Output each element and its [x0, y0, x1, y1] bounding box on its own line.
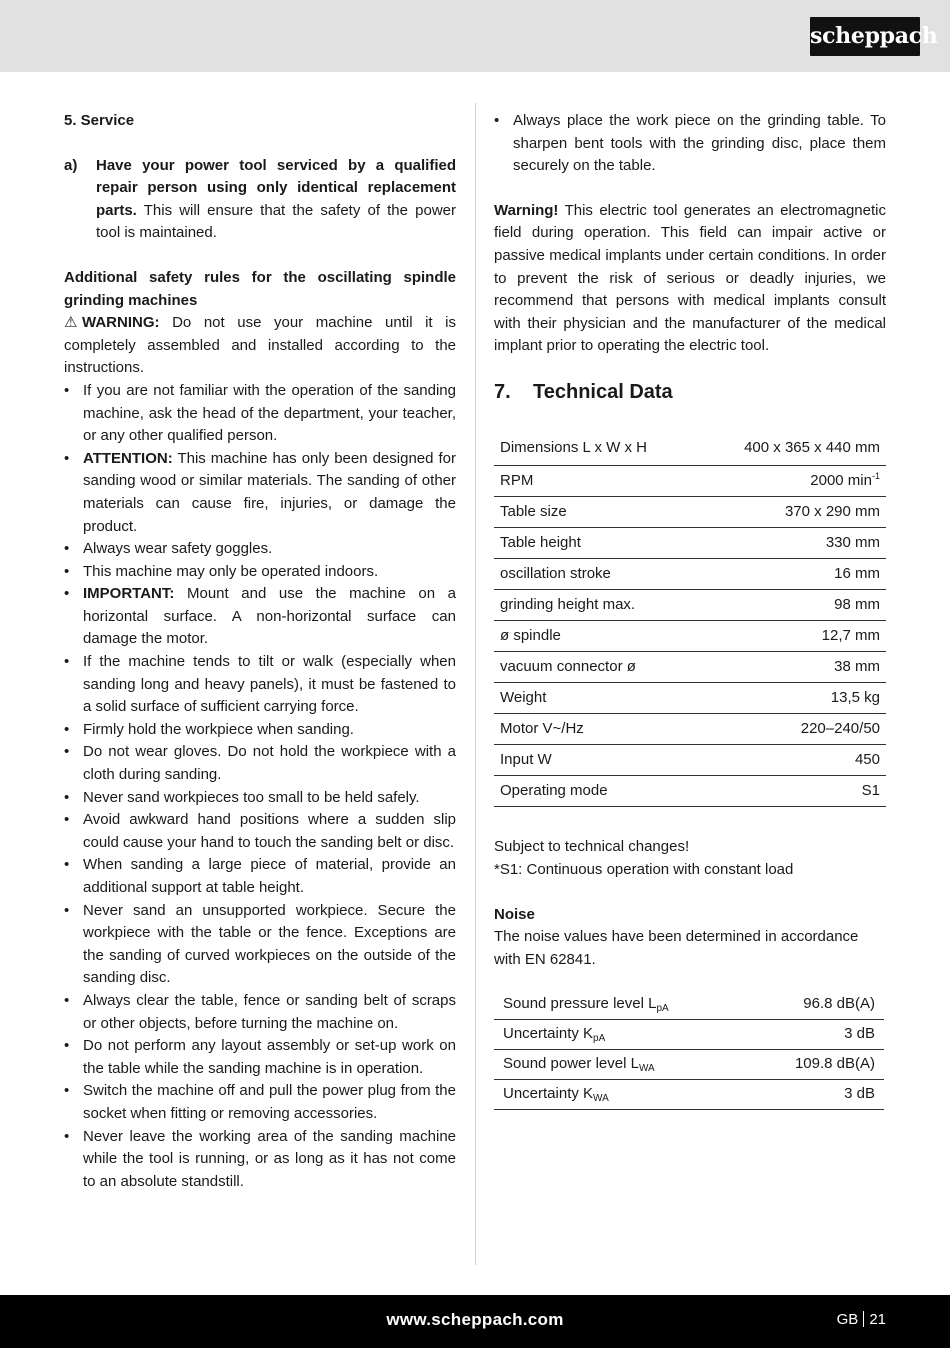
right-top-list	[494, 110, 886, 178]
spec-value-text: 38 mm	[834, 658, 880, 676]
list-item	[64, 380, 456, 448]
noise-label-sub: pA	[593, 1033, 606, 1045]
table-row	[494, 466, 886, 497]
list-item-text: Avoid awkward hand positions where a sudden slip could cause your hand to touch the sanding belt or disc.	[83, 811, 456, 851]
warning-triangle-icon: ⚠	[64, 314, 78, 332]
spec-label: vacuum connector ø	[494, 652, 697, 683]
service-item-rest: This will ensure that the safety of the power tool is maintained.	[96, 201, 456, 242]
table-row	[494, 652, 886, 683]
table-row	[494, 590, 886, 621]
table-row	[494, 776, 886, 807]
noise-table	[494, 989, 884, 1110]
list-item	[64, 1126, 456, 1194]
service-item-text	[96, 155, 456, 245]
technical-data-title: Technical Data	[533, 380, 673, 403]
list-item	[64, 990, 456, 1035]
technical-data-table	[494, 431, 886, 808]
s1-note: *S1: Continuous operation with constant load	[494, 861, 794, 879]
list-item-text: Never leave the working area of the sanding machine while the tool is running, or as long as it has not come to an absolute standstill.	[83, 1127, 456, 1190]
page-header	[0, 0, 950, 72]
noise-label-text: Uncertainty K	[503, 1025, 594, 1043]
page-number	[837, 1311, 886, 1328]
spec-value-text: 400 x 365 x 440 mm	[744, 438, 880, 456]
list-item-text: Do not wear gloves. Do not hold the workpiece with a cloth during sanding.	[83, 743, 456, 784]
right-column	[494, 110, 886, 1110]
list-item-text: Do not perform any layout assembly or set-up work on the table while the sanding machine is in operation.	[83, 1037, 456, 1077]
scheppach-logo: scheppach	[810, 17, 920, 56]
spec-value-text: 370 x 290 mm	[784, 503, 880, 521]
noise-label	[494, 1049, 748, 1079]
list-item	[64, 448, 456, 538]
table-row	[494, 497, 886, 528]
spec-value-text: 220–240/50	[800, 720, 880, 738]
table-row	[494, 1079, 884, 1109]
spec-value	[697, 528, 886, 559]
warning-text: Do not use your machine until it is completely assembled and installed according to the instructions.	[64, 314, 456, 377]
noise-label-text: Uncertainty K	[503, 1085, 594, 1103]
list-item-text: This machine may only be operated indoors.	[83, 562, 379, 580]
service-item-bold: Have your power tool serviced by a qualified repair person using only identical replacement parts.	[96, 156, 456, 219]
noise-value: 96.8 dB(A)	[748, 989, 884, 1019]
list-item	[64, 583, 456, 651]
left-column	[64, 110, 456, 1193]
list-item	[64, 651, 456, 719]
additional-safety-heading: Additional safety rules for the oscillating spindle grinding machines	[64, 268, 456, 309]
spec-label: grinding height max.	[494, 590, 697, 621]
spec-value	[697, 776, 886, 807]
spec-value-text: 330 mm	[825, 534, 880, 552]
subject-to-change-note: Subject to technical changes!	[494, 838, 690, 856]
list-item	[64, 538, 456, 561]
spec-label: Table size	[494, 497, 697, 528]
spec-value	[697, 652, 886, 683]
list-item-text: Always clear the table, fence or sanding belt of scraps or other objects, before turning the machine on.	[83, 991, 456, 1032]
spec-label: Weight	[494, 683, 697, 714]
spec-value-text: S1	[861, 782, 880, 800]
list-item: • Always place the work piece on the grinding table. To sharpen bent tools with the grinding disc, place them securely on the table.	[494, 110, 886, 178]
noise-value: 3 dB	[748, 1079, 884, 1109]
list-item-text: If you are not familiar with the operation of the sanding machine, ask the head of the department, your teacher, or any other qualified person.	[83, 381, 456, 445]
list-item	[64, 854, 456, 899]
list-item-text: When sanding a large piece of material, provide an additional support at table height.	[83, 856, 456, 896]
spec-value-text: 16 mm	[834, 565, 880, 583]
list-item-bold: ATTENTION:	[83, 449, 173, 467]
service-item	[64, 155, 456, 245]
spec-label: Table height	[494, 528, 697, 559]
list-item-text: Mount and use the machine on a horizontal surface. A non-horizontal surface can damage the motor.	[83, 585, 456, 648]
list-item-bold: IMPORTANT:	[83, 585, 175, 603]
table-row	[494, 621, 886, 652]
spec-value	[697, 683, 886, 714]
technical-data-heading	[494, 379, 886, 405]
noise-label	[494, 1079, 748, 1109]
list-item	[64, 809, 456, 854]
list-item	[64, 1035, 456, 1080]
table-row	[494, 714, 886, 745]
emf-warning-paragraph	[494, 200, 886, 358]
spec-value-text: 450	[854, 751, 880, 769]
emf-warning-text: This electric tool generates an electromagnetic field during operation. This field can impair active or passive medical implants under certain conditions. In order to prevent the risk of serious or deadly injuries, we recommend that persons with medical implants consult with their physician and the manufacturer of the medical implant prior to operating the electric tool.	[494, 201, 886, 355]
noise-label-sub: WA	[593, 1093, 609, 1105]
list-item-text: Switch the machine off and pull the power plug from the socket when fitting or removing accessories.	[83, 1082, 456, 1122]
list-item-text: Always wear safety goggles.	[83, 540, 273, 558]
spec-value-text: 13,5 kg	[830, 689, 880, 707]
spec-value-text: 2000 min	[810, 472, 872, 490]
noise-value: 3 dB	[748, 1019, 884, 1049]
page-footer	[0, 1295, 950, 1348]
list-item-text: Never sand an unsupported workpiece. Secure the workpiece with the table or the fence. Exceptions are the sanding of curved workpieces on the outside of the sanding disc.	[83, 901, 456, 987]
table-row	[494, 745, 886, 776]
list-item-text: This machine has only been designed for sanding wood or similar materials. The sanding of other materials can cause fire, injuries, or damage the product.	[83, 449, 456, 535]
service-section-title: 5. Service	[64, 112, 135, 129]
spec-value	[697, 497, 886, 528]
website-link[interactable]: www.scheppach.com	[386, 1310, 564, 1329]
noise-label-text: Sound pressure level L	[503, 994, 657, 1012]
service-item-label: a)	[64, 156, 78, 174]
safety-rules-list	[64, 380, 456, 1193]
spec-value	[697, 714, 886, 745]
spec-value	[697, 621, 886, 652]
spec-value	[697, 590, 886, 621]
spec-value	[697, 559, 886, 590]
list-item-text: Firmly hold the workpiece when sanding.	[83, 720, 354, 738]
spec-label: Dimensions L x W x H	[494, 431, 697, 466]
noise-value: 109.8 dB(A)	[748, 1049, 884, 1079]
list-item	[64, 787, 456, 810]
list-item	[64, 719, 456, 742]
table-row	[494, 559, 886, 590]
spec-value	[697, 431, 886, 466]
list-item	[64, 741, 456, 786]
spec-value	[697, 466, 886, 497]
spec-label: RPM	[494, 466, 697, 497]
list-item	[64, 900, 456, 990]
list-item	[64, 1080, 456, 1125]
warning-paragraph	[64, 312, 456, 380]
spec-label: ø spindle	[494, 621, 697, 652]
list-item-text: If the machine tends to tilt or walk (especially when sanding long and heavy panels), it must be fastened to a solid surface of sufficient carrying force.	[83, 653, 456, 716]
emf-warning-label: Warning!	[494, 201, 559, 219]
noise-text: The noise values have been determined in accordance with EN 62841.	[494, 928, 859, 968]
spec-label: Input W	[494, 745, 697, 776]
spec-label: oscillation stroke	[494, 559, 697, 590]
spec-label: Operating mode	[494, 776, 697, 807]
noise-label-text: Sound power level L	[503, 1055, 639, 1073]
table-row	[494, 1049, 884, 1079]
noise-label-sub: pA	[656, 1002, 669, 1014]
column-divider	[475, 103, 476, 1265]
language-code: GB	[836, 1311, 859, 1328]
page-num: 21	[869, 1311, 886, 1328]
technical-data-number: 7.	[494, 380, 511, 403]
noise-heading: Noise	[494, 905, 535, 923]
list-item-text: Never sand workpieces too small to be held safely.	[83, 788, 420, 806]
spec-value-sup: -1	[871, 471, 880, 482]
table-row	[494, 1019, 884, 1049]
noise-label-sub: WA	[638, 1063, 655, 1075]
spec-label: Motor V~/Hz	[494, 714, 697, 745]
spec-value-text: 98 mm	[834, 596, 880, 614]
table-row	[494, 683, 886, 714]
table-row	[494, 989, 884, 1019]
table-row	[494, 431, 886, 466]
warning-label: WARNING:	[82, 314, 160, 332]
spec-value-text: 12,7 mm	[821, 627, 880, 645]
table-row	[494, 528, 886, 559]
noise-label	[494, 1019, 748, 1049]
spec-value	[697, 745, 886, 776]
noise-label	[494, 989, 748, 1019]
list-item	[64, 561, 456, 584]
